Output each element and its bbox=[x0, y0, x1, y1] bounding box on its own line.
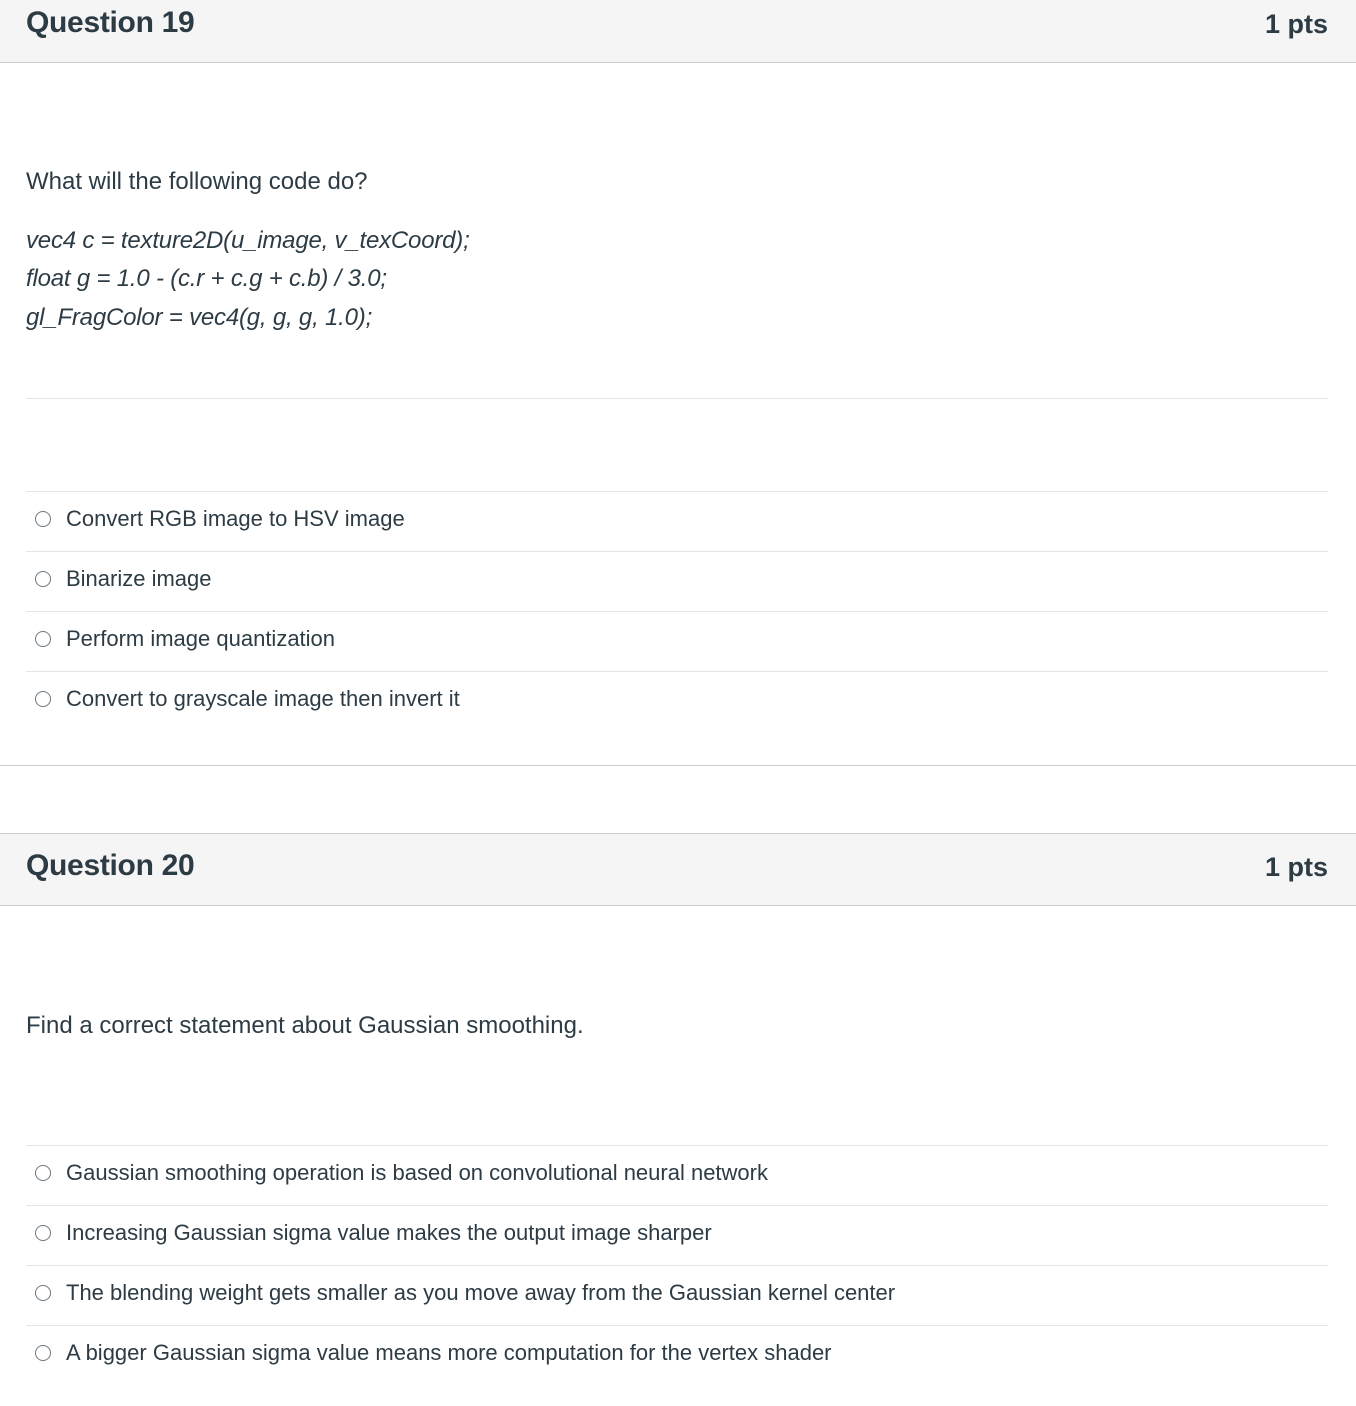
answer-option[interactable] bbox=[26, 1325, 1328, 1385]
radio-button[interactable] bbox=[35, 1285, 51, 1301]
answer-option[interactable] bbox=[26, 1145, 1328, 1205]
question-header bbox=[0, 833, 1356, 906]
answer-label: The blending weight gets smaller as you move away from the Gaussian kernel center bbox=[66, 1280, 896, 1305]
radio-button[interactable] bbox=[35, 571, 51, 587]
question-text: What will the following code do? bbox=[26, 168, 368, 195]
radio-button[interactable] bbox=[35, 511, 51, 527]
answer-label: Binarize image bbox=[66, 566, 212, 591]
question-points: 1 pts bbox=[1264, 9, 1328, 39]
answer-list bbox=[26, 1145, 1328, 1385]
answer-label: Increasing Gaussian sigma value makes the output image sharper bbox=[66, 1220, 712, 1245]
answer-option[interactable] bbox=[26, 671, 1328, 731]
answer-option[interactable] bbox=[26, 1205, 1328, 1265]
code-line: vec4 c = texture2D(u_image, v_texCoord); bbox=[26, 227, 470, 254]
radio-button[interactable] bbox=[35, 1225, 51, 1241]
answer-label: A bigger Gaussian sigma value means more computation for the vertex shader bbox=[66, 1340, 832, 1365]
radio-button[interactable] bbox=[35, 1345, 51, 1361]
question-header bbox=[0, 0, 1356, 63]
answer-label: Convert to grayscale image then invert it bbox=[66, 686, 460, 711]
radio-button[interactable] bbox=[35, 1165, 51, 1181]
answer-label: Perform image quantization bbox=[66, 626, 336, 651]
question-title: Question 20 bbox=[26, 849, 195, 882]
radio-button[interactable] bbox=[35, 691, 51, 707]
answer-label: Gaussian smoothing operation is based on convolutional neural network bbox=[66, 1160, 768, 1185]
answer-option[interactable] bbox=[26, 491, 1328, 551]
answer-label: Convert RGB image to HSV image bbox=[66, 506, 405, 531]
code-line: float g = 1.0 - (c.r + c.g + c.b) / 3.0; bbox=[26, 265, 387, 292]
divider bbox=[26, 398, 1328, 399]
radio-button[interactable] bbox=[35, 631, 51, 647]
question-points: 1 pts bbox=[1264, 852, 1328, 882]
answer-list bbox=[26, 491, 1328, 731]
question-text: Find a correct statement about Gaussian smoothing. bbox=[26, 1012, 584, 1039]
answer-option[interactable] bbox=[26, 1265, 1328, 1325]
code-line: gl_FragColor = vec4(g, g, g, 1.0); bbox=[26, 304, 373, 331]
question-title: Question 19 bbox=[26, 6, 195, 39]
answer-option[interactable] bbox=[26, 551, 1328, 611]
answer-option[interactable] bbox=[26, 611, 1328, 671]
question-20 bbox=[0, 833, 1356, 1406]
